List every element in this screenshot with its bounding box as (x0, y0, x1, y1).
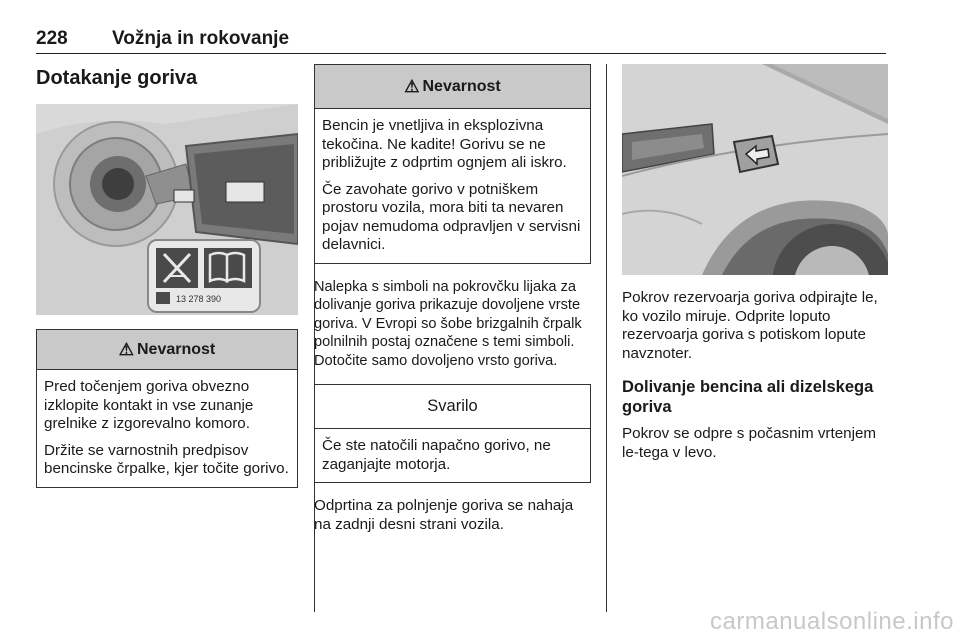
caution-heading: Svarilo (427, 397, 478, 415)
caution-paragraph: Če ste natočili napačno gorivo, ne zaganjajte motorja. (322, 437, 551, 473)
body-paragraph: Nalepka s simboli na pokrovčku lijaka za dolivanje goriva prikazuje dovoljene vrste goriva. V Evropi so šobe brizgalnih črpalk polnilnih postaj označene s temi simboli. Dotočite samo dovoljeno vrsto goriva. (314, 278, 582, 369)
caution-header (315, 385, 590, 429)
figure-code: 13 278 390 (176, 294, 222, 304)
warning-paragraph: Pred točenjem goriva obvezno izklopite kontakt in vse zunanje grelnike z izgorevalno komoro. (44, 378, 254, 432)
page-header (36, 28, 886, 54)
warning-header (37, 330, 297, 370)
warning-heading: Nevarnost (422, 77, 501, 95)
column-1 (36, 64, 298, 488)
warning-paragraph: Držite se varnostnih predpisov bencinske črpalke, kjer točite gorivo. (44, 441, 289, 477)
fuel-cap-illustration (36, 104, 298, 315)
car-fuel-door-illustration (622, 64, 888, 275)
warning-triangle-icon: ⚠ (404, 76, 420, 96)
watermark: carmanualsonline.info (710, 608, 954, 635)
warning-body (315, 109, 590, 263)
warning-paragraph: Bencin je vnetljiva in eksplozivna tekočina. Ne kadite! Gorivu se ne približujte z odprtim ognjem ali iskro. (322, 117, 567, 171)
column-divider (606, 64, 607, 612)
body-paragraph: Odprtina za polnjenje goriva se nahaja na zadnji desni strani vozila. (314, 497, 574, 533)
subsection-title: Dolivanje bencina ali dizelskega goriva (622, 378, 874, 416)
body-paragraph: Pokrov rezervoarja goriva odpirajte le, ko vozilo miruje. Odprite loputo rezervoarja goriva s potiskom lopute navznoter. (622, 289, 878, 362)
column-2 (314, 64, 591, 542)
page-number: 228 (36, 28, 68, 49)
body-paragraph: Pokrov se odpre s počasnim vrtenjem le-tega v levo. (622, 425, 877, 461)
warning-paragraph: Če zavohate gorivo v potniškem prostoru vozila, mora biti ta nevaren pojav nemudoma odpravljen v servisni delavnici. (322, 180, 581, 253)
warning-heading: Nevarnost (137, 340, 216, 358)
section-title: Dotakanje goriva (36, 67, 198, 89)
warning-box (36, 329, 298, 488)
warning-body (37, 370, 297, 487)
caution-body (315, 429, 590, 482)
running-title: Vožnja in rokovanje (112, 28, 290, 49)
warning-triangle-icon: ⚠ (118, 339, 134, 359)
warning-header (315, 65, 590, 109)
caution-box (314, 384, 591, 483)
column-3 (622, 64, 888, 470)
warning-box (314, 64, 591, 264)
